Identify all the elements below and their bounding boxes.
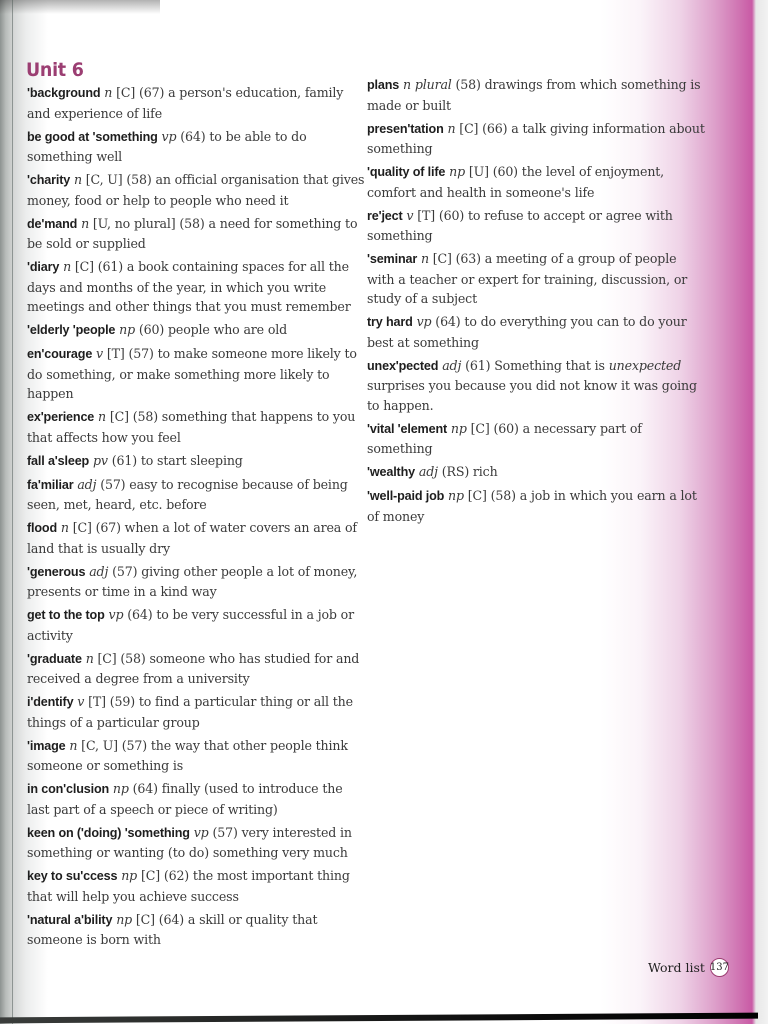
word-entry	[27, 170, 367, 210]
definition: (RS) rich	[437, 464, 498, 479]
definition: [C] (60) a necessary part of something	[367, 420, 642, 456]
part-of-speech: vp	[416, 314, 432, 329]
part-of-speech: pv	[92, 452, 108, 468]
part-of-speech: np	[450, 420, 467, 436]
headword: flood	[27, 521, 58, 535]
definition: [C] (62) the most important thing that will help you achieve success	[27, 868, 350, 904]
word-list-left-column	[27, 83, 367, 953]
word-entry	[27, 779, 367, 819]
part-of-speech: adj	[89, 563, 109, 579]
part-of-speech: adj	[442, 357, 462, 373]
headword: 'seminar	[367, 252, 418, 266]
word-entry	[27, 736, 367, 776]
part-of-speech: np	[112, 781, 129, 796]
headword: 'natural a'bility	[27, 912, 113, 927]
definition: (57) very interested in something or wanting (to do) something very much	[27, 824, 352, 860]
word-entry	[367, 119, 707, 159]
headword: de'mand	[27, 216, 78, 231]
part-of-speech: np	[121, 868, 138, 883]
part-of-speech: n	[60, 520, 69, 535]
definition: [C] (66) a talk giving information about something	[367, 120, 705, 156]
definition: (64) finally (used to introduce the last part of a speech or piece of writing)	[27, 781, 343, 817]
definition: [T] (57) to make someone more likely to do something, or make something more likely to happen	[27, 346, 357, 401]
headword: be good at 'something	[27, 129, 158, 144]
definition: [T] (60) to refuse to accept or agree with something	[367, 207, 673, 243]
definition: (61) to start sleeping	[107, 452, 243, 468]
headword: get to the top	[27, 608, 105, 622]
part-of-speech: v	[77, 694, 85, 709]
headword: 'generous	[27, 564, 86, 579]
word-entry	[367, 462, 707, 483]
part-of-speech: adj	[77, 476, 97, 492]
headword: in con'clusion	[27, 782, 110, 796]
headword: ex'perience	[27, 410, 95, 424]
word-entry	[367, 75, 707, 115]
headword: i'dentify	[27, 695, 74, 709]
word-entry	[367, 419, 707, 459]
headword: key to su'ccess	[27, 869, 118, 883]
headword: 'quality of life	[367, 165, 446, 179]
definition: [T] (59) to find a particular thing or all the things of a particular group	[27, 694, 353, 730]
part-of-speech: np	[449, 164, 465, 179]
part-of-speech: n	[81, 215, 90, 231]
headword: presen'tation	[367, 121, 444, 136]
definition: [C] (61) a book containing spaces for all the days and months of the year, in which you write meetings and other things that you must remember	[27, 259, 351, 314]
part-of-speech: v	[96, 346, 104, 361]
definition: (61) Something that is	[461, 357, 609, 373]
part-of-speech: n plural	[403, 77, 452, 92]
headword: 'image	[27, 738, 66, 753]
definition-continued: surprises you because you did not know it was going to happen.	[367, 378, 697, 413]
headword: 'well-paid job	[367, 489, 445, 503]
part-of-speech: n	[420, 251, 429, 266]
part-of-speech: n	[98, 409, 106, 424]
part-of-speech: n	[63, 259, 72, 274]
part-of-speech: n	[85, 650, 94, 666]
definition: (57) giving other people a lot of money, presents or time in a kind way	[27, 563, 358, 599]
part-of-speech: vp	[161, 128, 177, 144]
definition: [U, no plural] (58) a need for something to be sold or supplied	[27, 215, 358, 251]
page-bottom-edge	[0, 1013, 758, 1024]
word-entry	[367, 162, 707, 202]
part-of-speech: adj	[418, 464, 438, 479]
word-entry	[27, 344, 367, 404]
headword: en'courage	[27, 347, 93, 361]
part-of-speech: n	[69, 737, 78, 753]
part-of-speech: vp	[108, 607, 124, 622]
word-entry	[27, 562, 367, 602]
word-entry	[27, 823, 367, 863]
word-entry	[27, 320, 367, 341]
headword: 'charity	[27, 173, 71, 187]
word-list-right-column	[367, 75, 707, 530]
word-entry	[27, 518, 367, 558]
word-entry	[367, 312, 707, 352]
part-of-speech: np	[448, 488, 464, 503]
book-spine	[12, 0, 13, 1024]
headword: fa'miliar	[27, 477, 74, 492]
part-of-speech: np	[116, 911, 133, 927]
definition: [C, U] (57) the way that other people think someone or something is	[27, 737, 348, 773]
headword: 'vital 'element	[367, 421, 448, 436]
word-entry	[367, 249, 707, 309]
headword: 'diary	[27, 260, 60, 274]
definition: [C] (63) a meeting of a group of people with a teacher or expert for training, discussion, or study of a subject	[367, 251, 688, 306]
unit-title: Unit 6	[26, 59, 84, 81]
definition: (64) to do everything you can to do your best at something	[367, 314, 687, 350]
word-entry	[27, 83, 367, 123]
word-entry	[27, 257, 367, 317]
headword: fall a'sleep	[27, 453, 90, 468]
part-of-speech: vp	[193, 824, 209, 840]
word-entry	[27, 866, 367, 906]
word-entry	[27, 910, 367, 950]
headword: 'elderly 'people	[27, 323, 116, 337]
word-entry	[367, 206, 707, 246]
word-entry	[27, 475, 367, 515]
part-of-speech: n	[447, 120, 456, 136]
definition: [C] (58) someone who has studied for and received a degree from a university	[27, 650, 360, 686]
part-of-speech: n	[73, 172, 82, 187]
definition-italic: unexpected	[608, 357, 682, 373]
headword: re'ject	[367, 208, 403, 223]
definition: (64) to be very successful in a job or activity	[27, 607, 354, 643]
definition: (57) easy to recognise because of being seen, met, heard, etc. before	[27, 476, 348, 512]
word-entry	[27, 451, 367, 472]
part-of-speech: np	[119, 322, 136, 337]
word-entry	[27, 127, 367, 167]
definition: [C] (67) when a lot of water covers an area of land that is usually dry	[27, 520, 357, 556]
definition: [C] (64) a skill or quality that someone is born with	[27, 911, 318, 947]
part-of-speech: n	[104, 85, 113, 100]
headword: try hard	[367, 315, 413, 329]
word-entry	[367, 356, 707, 416]
definition: (64) to be able to do something well	[27, 128, 307, 164]
word-entry	[367, 486, 707, 526]
definition: [C, U] (58) an official organisation that gives money, food or help to people who need it	[27, 172, 365, 208]
word-entry	[27, 605, 367, 645]
page-footer	[648, 958, 729, 977]
page-top-shadow	[0, 0, 160, 14]
definition: [U] (60) the level of enjoyment, comfort and health in someone's life	[367, 164, 665, 200]
headword: 'background	[27, 86, 101, 100]
footer-label: Word list	[648, 960, 705, 975]
definition: [C] (67) a person's education, family and experience of life	[27, 85, 344, 121]
word-entry	[27, 649, 367, 689]
definition: [C] (58) something that happens to you that affects how you feel	[27, 409, 356, 445]
word-entry	[27, 214, 367, 254]
word-entry	[27, 407, 367, 447]
page-number-badge: 137	[710, 958, 729, 977]
part-of-speech: v	[406, 207, 414, 223]
definition: (60) people who are old	[135, 322, 288, 337]
definition: (58) drawings from which something is made or built	[367, 77, 701, 113]
headword: 'graduate	[27, 651, 82, 666]
headword: 'wealthy	[367, 465, 415, 479]
definition: [C] (58) a job in which you earn a lot of money	[367, 488, 697, 524]
headword: keen on ('doing) 'something	[27, 825, 190, 840]
word-entry	[27, 692, 367, 732]
headword: unex'pected	[367, 358, 439, 373]
headword: plans	[367, 78, 400, 92]
